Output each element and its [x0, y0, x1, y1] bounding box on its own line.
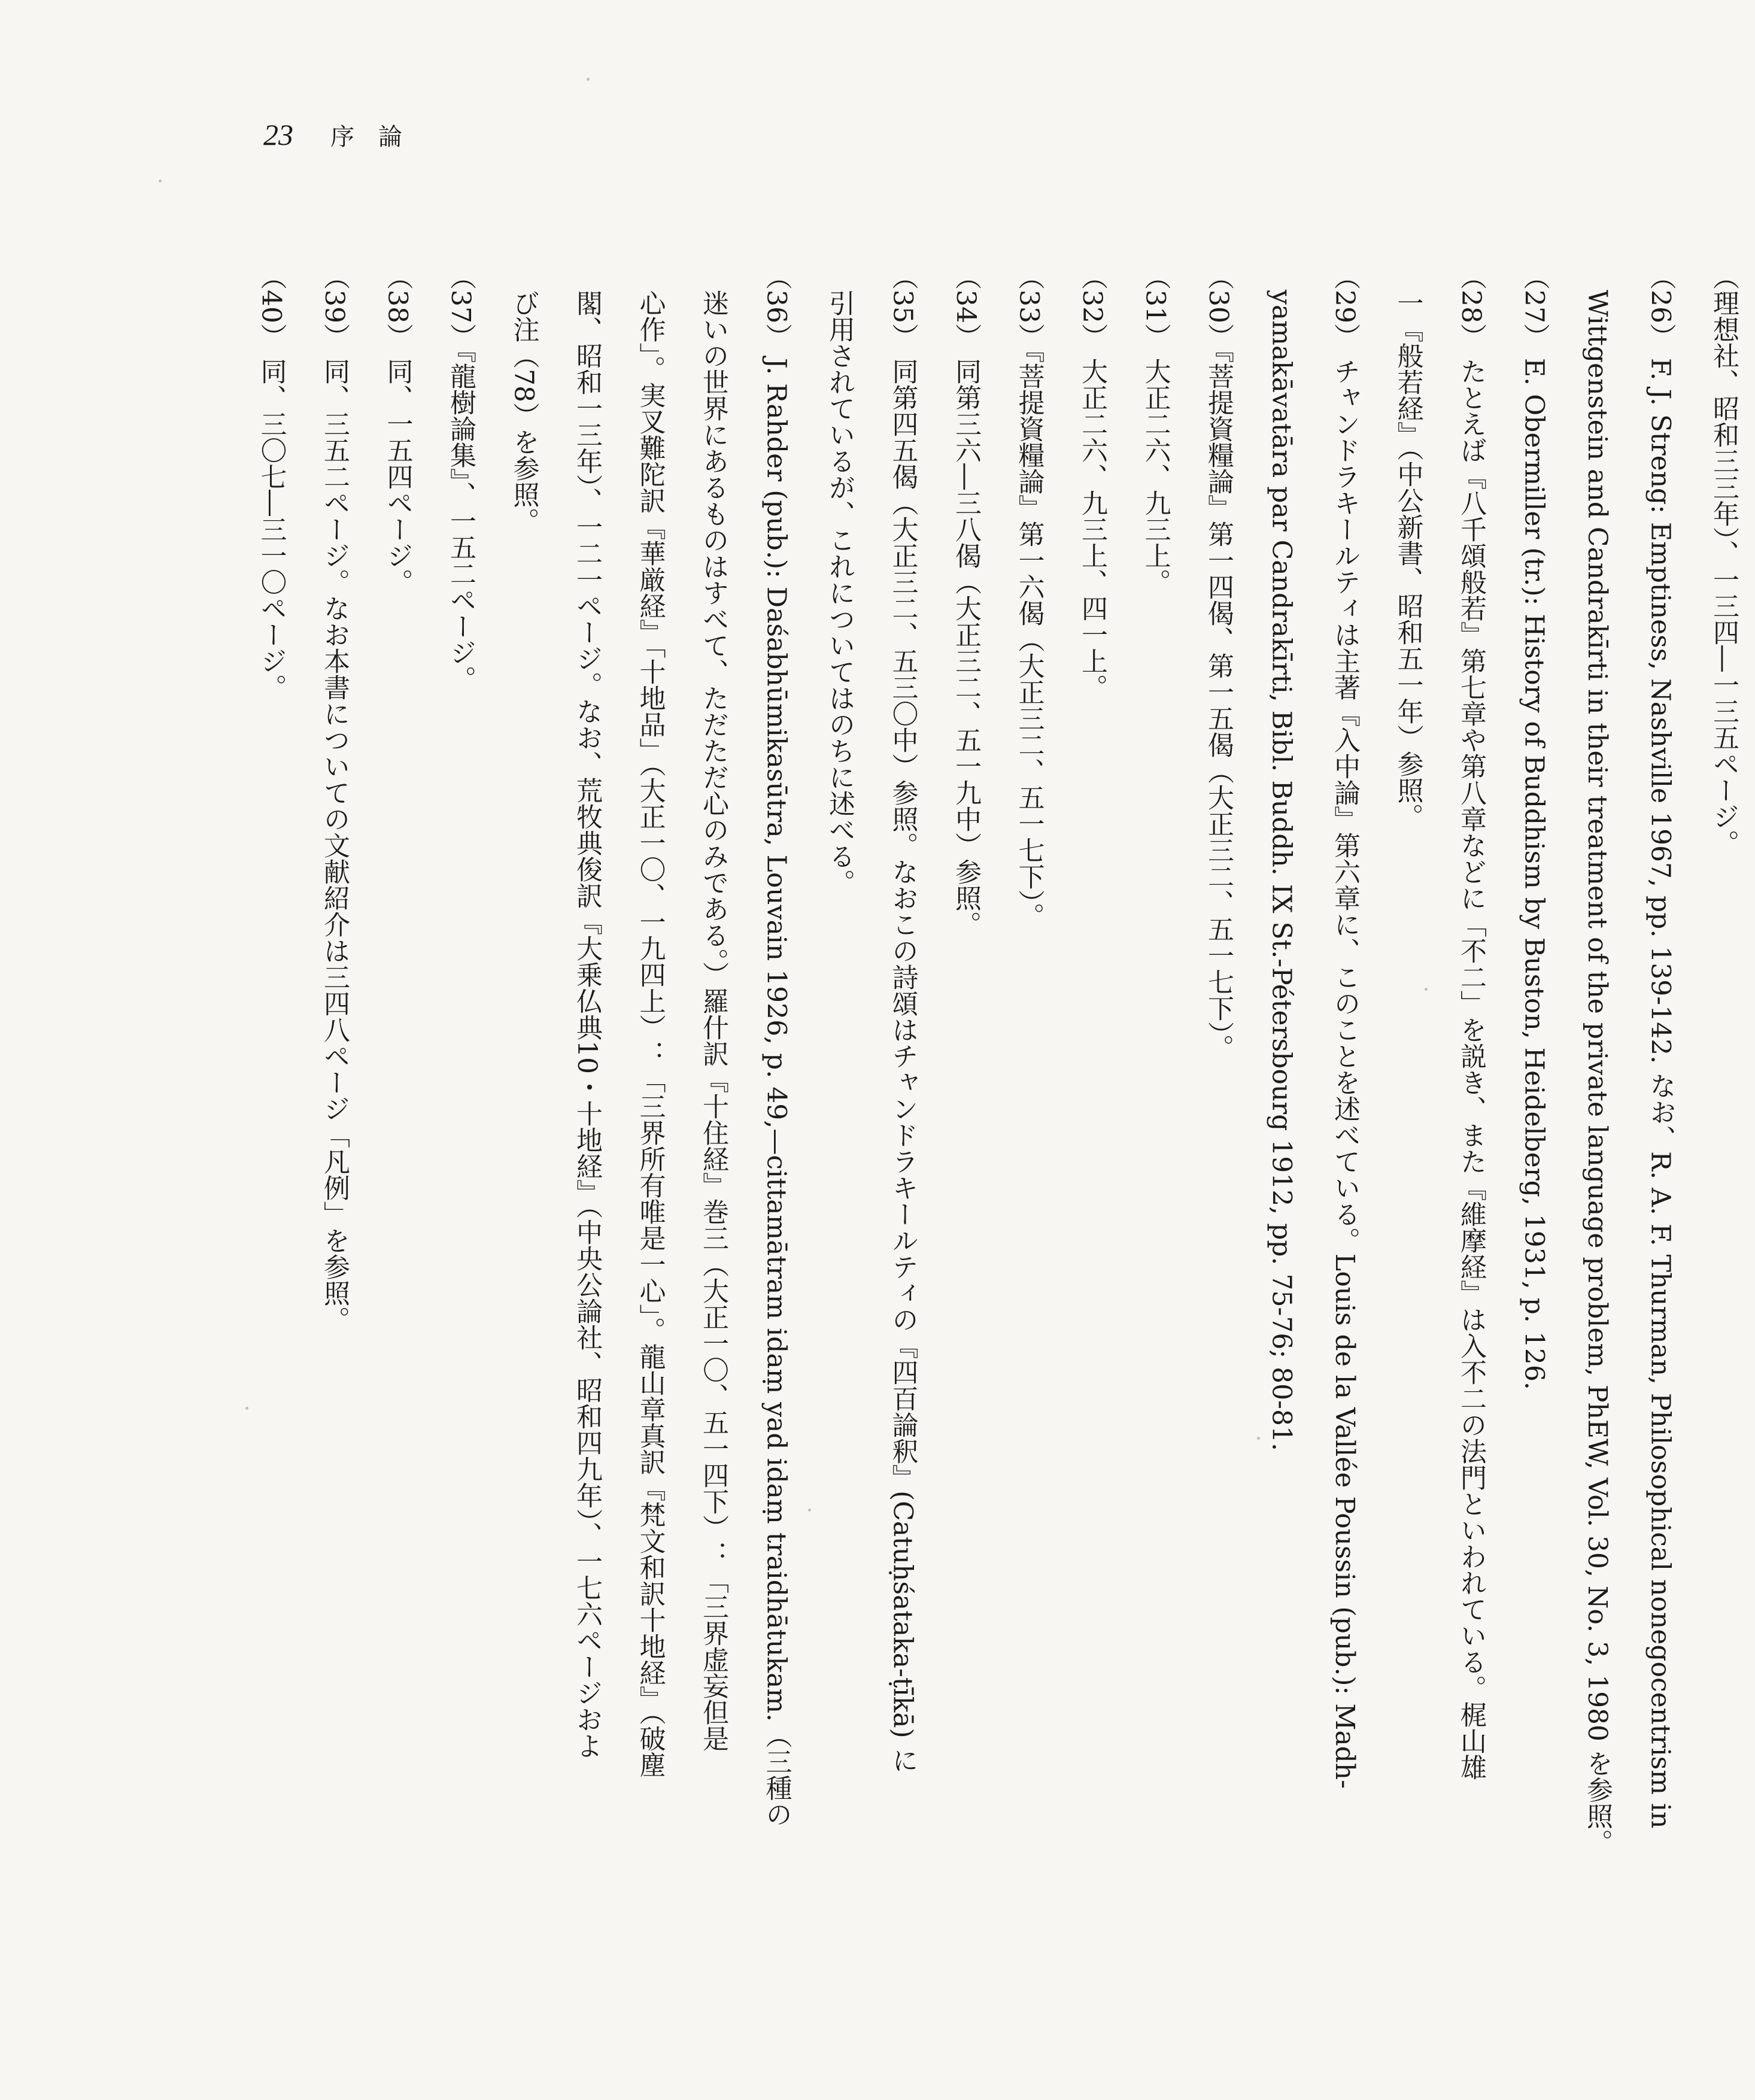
note-line: 一『般若経』（中公新書、昭和五一年）参照。: [1392, 290, 1423, 830]
notes-content: [239, 263, 1755, 1928]
note-line: （33）『菩提資糧論』第一六偈（大正三二、五一七下）。: [1013, 263, 1045, 929]
note-line: （27） E. Obermiller (tr.): History of Buddhism by Buston, Heidelberg, 1931, p. 126.: [1519, 263, 1550, 1390]
note-line: （26） F. J. Streng: Emptiness, Nashville 1967, pp. 139-142. なお、R. A. F. Thurman, Philosophical nonegocentrism in: [1645, 263, 1676, 1829]
note-line: （39） 同、三五二ページ。なお本書についての文献紹介は三四八ページ「凡例」を参照。: [319, 263, 350, 1333]
scan-speck: [1257, 1437, 1260, 1440]
scan-speck: [808, 1509, 811, 1512]
note-line: （理想社、昭和三三年）、一三四―一三五ページ。: [1708, 263, 1739, 856]
page-header: [263, 117, 426, 159]
note-line: （40） 同、三〇七―三一〇ページ。: [256, 263, 287, 700]
note-line: Wittgenstein and Candrakīrti in their treatment of the private language problem, PhEW, Vol. 30, No. 3, 1980 を参照。: [1582, 290, 1613, 1856]
page-number: 23: [263, 118, 293, 151]
note-line: （31） 大正二六、九三上。: [1140, 263, 1171, 595]
note-line: 心作」。実叉難陀訳『華厳経』「十地品」（大正一〇、一九四上）：「三界所有唯是一心」。龍山章真訳『梵文和訳十地経』（破塵: [634, 290, 666, 1778]
note-line: （37）『龍樹論集』、一五二ページ。: [445, 263, 476, 692]
note-line: 迷いの世界にあるものはすべて、ただただ心のみである。）羅什訳『十住経』巻三（大正一〇、五一四下）：「三界虚妄但是: [698, 290, 728, 1752]
note-line: （29） チャンドラキールティは主著『入中論』第六章に、このことを述べている。Louis de la Vallée Poussin (pub.): Madh-: [1329, 263, 1360, 1789]
note-line: （35） 同第四五偈（大正三二、五三〇中）参照。なおこの詩頌はチャンドラキールティの『四百論釈』(Catuḥśataka-ṭīkā) に: [887, 263, 918, 1773]
note-line: （38） 同、一五四ページ。: [382, 263, 413, 595]
note-line: （32） 大正二六、九三上、四一上。: [1077, 263, 1107, 700]
scan-speck: [159, 180, 162, 183]
scan-speck: [587, 78, 590, 81]
note-line: （28） たとえば『八千頌般若』第七章や第八章などに「不二」を説き、また『維摩経』は入不二の法門といわれている。梶山雄: [1456, 263, 1486, 1780]
running-title: 序論: [330, 123, 426, 151]
note-line: 閣、昭和一三年）、一二一ページ。なお、荒牧典俊訳『大乗仏典10・十地経』（中央公論社、昭和四九年）、一七六ページおよ: [572, 290, 602, 1759]
notes-block: [239, 263, 1739, 1928]
note-line: び注（78）を参照。: [508, 290, 539, 534]
note-line: （34） 同第三六―三八偈（大正三二、五一九中）参照。: [951, 263, 981, 937]
note-line: 引用されているが、これについてはのちに述べる。: [824, 290, 855, 896]
scan-speck: [1425, 988, 1428, 991]
note-line: （30）『菩提資糧論』第一四偈、第一五偈（大正三二、五一七下）。: [1203, 263, 1234, 1061]
note-line: yamakāvatāra par Candrakīrti, Bibl. Buddh. IX St.-Pétersbourg 1912, pp. 75-76; 80-81.: [1266, 290, 1297, 1451]
scan-speck: [245, 1407, 248, 1410]
note-line: （36） J. Rahder (pub.): Daśabhūmikasūtra, Louvain 1926, p. 49,—cittamātram idaṃ yad idaṃ traidhātukam.（三種の: [761, 263, 792, 1828]
